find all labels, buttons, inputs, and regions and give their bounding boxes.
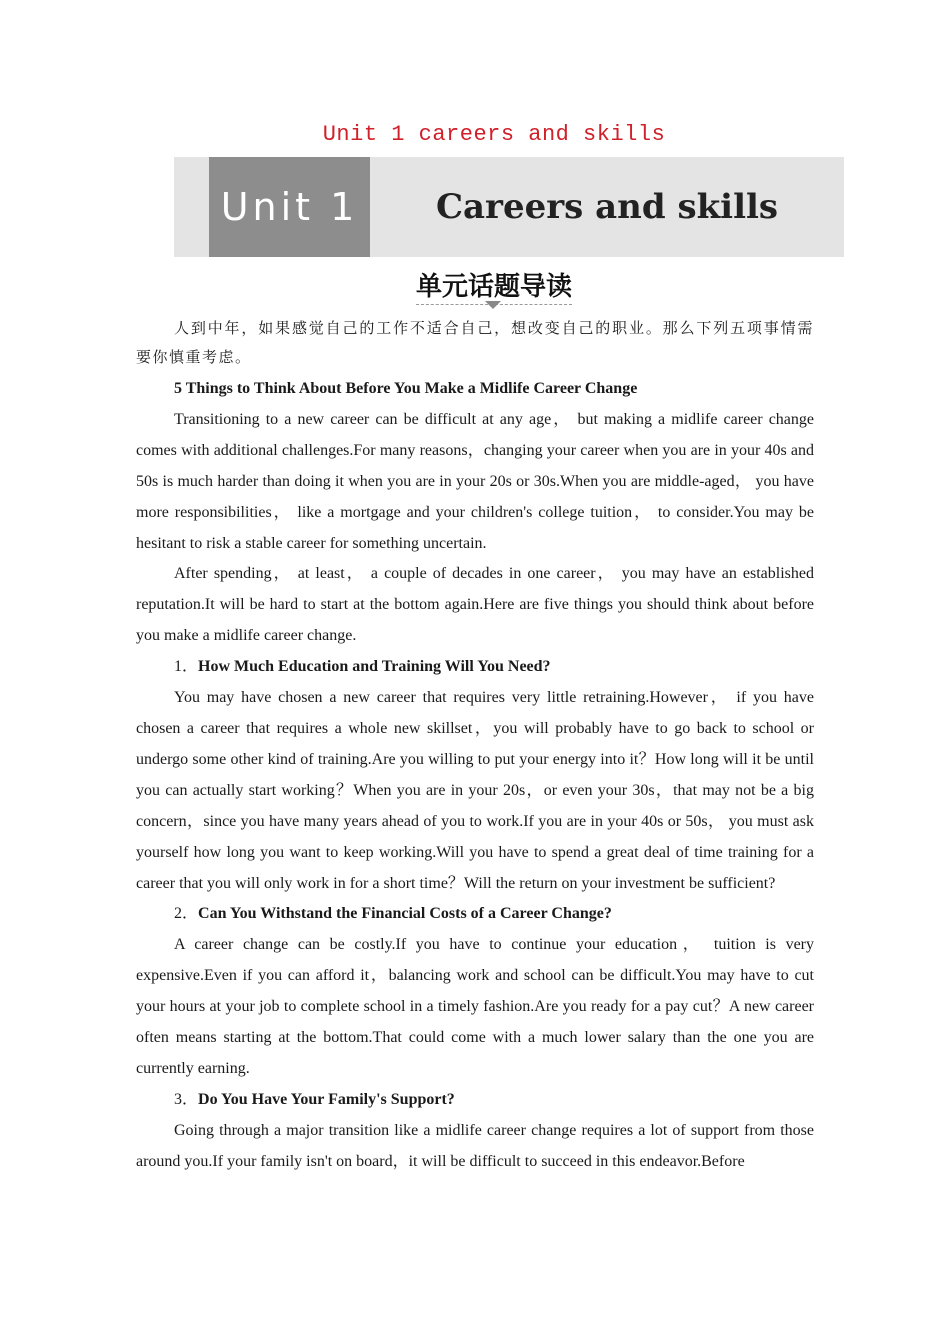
article-paragraph: You may have chosen a new career that requires very little retraining.However， if you have chosen a career that requires a whole new skillset，you will probably have to go back to school or undergo some other kind of training.Are you willing to put your energy into it？How long will it be until you can actually start working？When you are in your 20s，or even your 30s，that may not be a big concern，since you have many years ahead of you to work.If you are in your 40s or 50s， you must ask yourself how long you want to keep working.Will you have to spend a great deal of time training for a career that you will only work in for a short time？Will the return on your investment be sufficient? [136, 689, 814, 892]
article-paragraph: Transitioning to a new career can be difficult at any age， but making a midlife career change comes with additional challenges.For many reasons，changing your career when you are in your 40s and 50s is much harder than doing it when you are in your 20s or 30s.When you are middle-aged， you have more responsibilities， like a mortgage and your children's college tuition， to consider.You may be hesitant to risk a stable career for something uncertain. [136, 410, 814, 552]
section-heading-1 [136, 652, 814, 683]
article-paragraph: Going through a major transition like a midlife career change requires a lot of support from those around you.If your family isn't on board，it will be difficult to succeed in this endeavor.Before [136, 1121, 814, 1170]
banner-unit-label: Unit 1 [209, 157, 370, 257]
article-paragraph: A career change can be costly.If you have to continue your education， tuition is very expensive.Even if you can afford it，balancing work and school can be difficult.You may have to cut your hours at your job to complete school in a timely fashion.Are you ready for a pay cut？A new career often means starting at the bottom.That could come with a much lower salary than the one you are currently earning. [136, 936, 814, 1077]
unit-banner [174, 157, 844, 257]
topic-heading-text: 单元话题导读 [416, 266, 572, 305]
banner-title: Careers and skills [435, 187, 779, 227]
section-number: 1． [174, 658, 199, 676]
section-title: Do You Have Your Family's Support? [198, 1090, 455, 1108]
section-number: 2． [174, 905, 199, 923]
section-heading-2 [136, 899, 814, 930]
article-title: 5 Things to Think About Before You Make a Midlife Career Change [174, 380, 638, 397]
section-title: Can You Withstand the Financial Costs of a Career Change? [198, 905, 612, 923]
section-number: 3． [174, 1090, 199, 1108]
section-heading-3 [136, 1085, 814, 1116]
document-title: Unit 1 careers and skills [322, 122, 666, 147]
section-title: How Much Education and Training Will You Need? [198, 658, 551, 676]
topic-intro: 人到中年，如果感觉自己的工作不适合自己，想改变自己的职业。那么下列五项事情需要你慎重考虑。 [136, 319, 814, 366]
article-paragraph: After spending， at least， a couple of decades in one career， you may have an established reputation.It will be hard to start at the bottom again.Here are five things you should think about before you make a midlife career change. [136, 565, 814, 645]
article-body [136, 314, 814, 1178]
triangle-down-icon [485, 301, 501, 309]
topic-heading [0, 266, 950, 305]
